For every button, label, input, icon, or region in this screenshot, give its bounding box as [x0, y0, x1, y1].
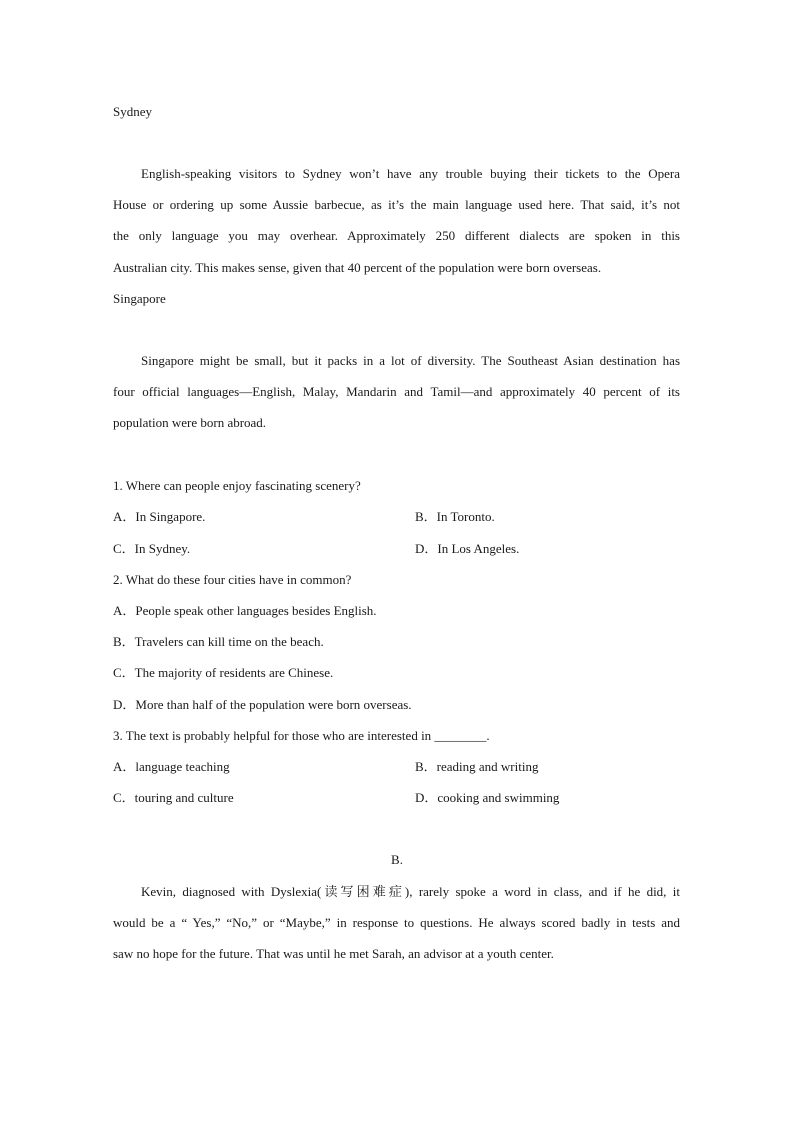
- question-3-option-d: D．cooking and swimming: [415, 790, 560, 805]
- question-1-option-b: B．In Toronto.: [415, 509, 495, 524]
- paragraph-line: population were born abroad.: [113, 415, 267, 430]
- question-1-stem: 1. Where can people enjoy fascinating scenery?: [113, 478, 361, 493]
- question-3-option-b: B．reading and writing: [415, 759, 539, 774]
- paragraph-line: would be a “ Yes,” “No,” or “Maybe,” in response to questions. He always scored badly in tests and: [113, 915, 680, 930]
- section-heading-sydney: Sydney: [113, 104, 152, 119]
- paragraph-line: Australian city. This makes sense, given that 40 percent of the population were born overseas.: [113, 260, 602, 275]
- paragraph-line: House or ordering up some Aussie barbecue, as it’s the main language used here. That said, it’s not: [113, 197, 680, 212]
- question-3-option-a: A．language teaching: [113, 759, 230, 774]
- question-3-stem: 3. The text is probably helpful for those who are interested in ________.: [113, 728, 490, 743]
- question-1-option-a: A．In Singapore.: [113, 509, 206, 524]
- paragraph-line: the only language you may overhear. Approximately 250 different dialects are spoken in this: [113, 228, 680, 243]
- question-1-option-c: C．In Sydney.: [113, 541, 191, 556]
- question-2-option-a: A．People speak other languages besides English.: [113, 603, 377, 618]
- paragraph-line: English-speaking visitors to Sydney won’t have any trouble buying their tickets to the Opera: [141, 166, 680, 181]
- paragraph-line: saw no hope for the future. That was until he met Sarah, an advisor at a youth center.: [113, 946, 554, 961]
- question-1-option-d: D．In Los Angeles.: [415, 541, 520, 556]
- section-heading-singapore: Singapore: [113, 291, 166, 306]
- paragraph-line: Kevin, diagnosed with Dyslexia(读写困难症), rarely spoke a word in class, and if he did, it: [141, 884, 680, 899]
- question-2-stem: 2. What do these four cities have in common?: [113, 572, 352, 587]
- question-2-option-b: B．Travelers can kill time on the beach.: [113, 634, 324, 649]
- paragraph-line: Singapore might be small, but it packs in a lot of diversity. The Southeast Asian destination has: [141, 353, 680, 368]
- question-3-option-c: C．touring and culture: [113, 790, 234, 805]
- section-heading-b: B.: [391, 852, 403, 867]
- question-2-option-c: C．The majority of residents are Chinese.: [113, 665, 334, 680]
- question-2-option-d: D．More than half of the population were born overseas.: [113, 697, 412, 712]
- paragraph-line: four official languages—English, Malay, Mandarin and Tamil—and approximately 40 percent of its: [113, 384, 680, 399]
